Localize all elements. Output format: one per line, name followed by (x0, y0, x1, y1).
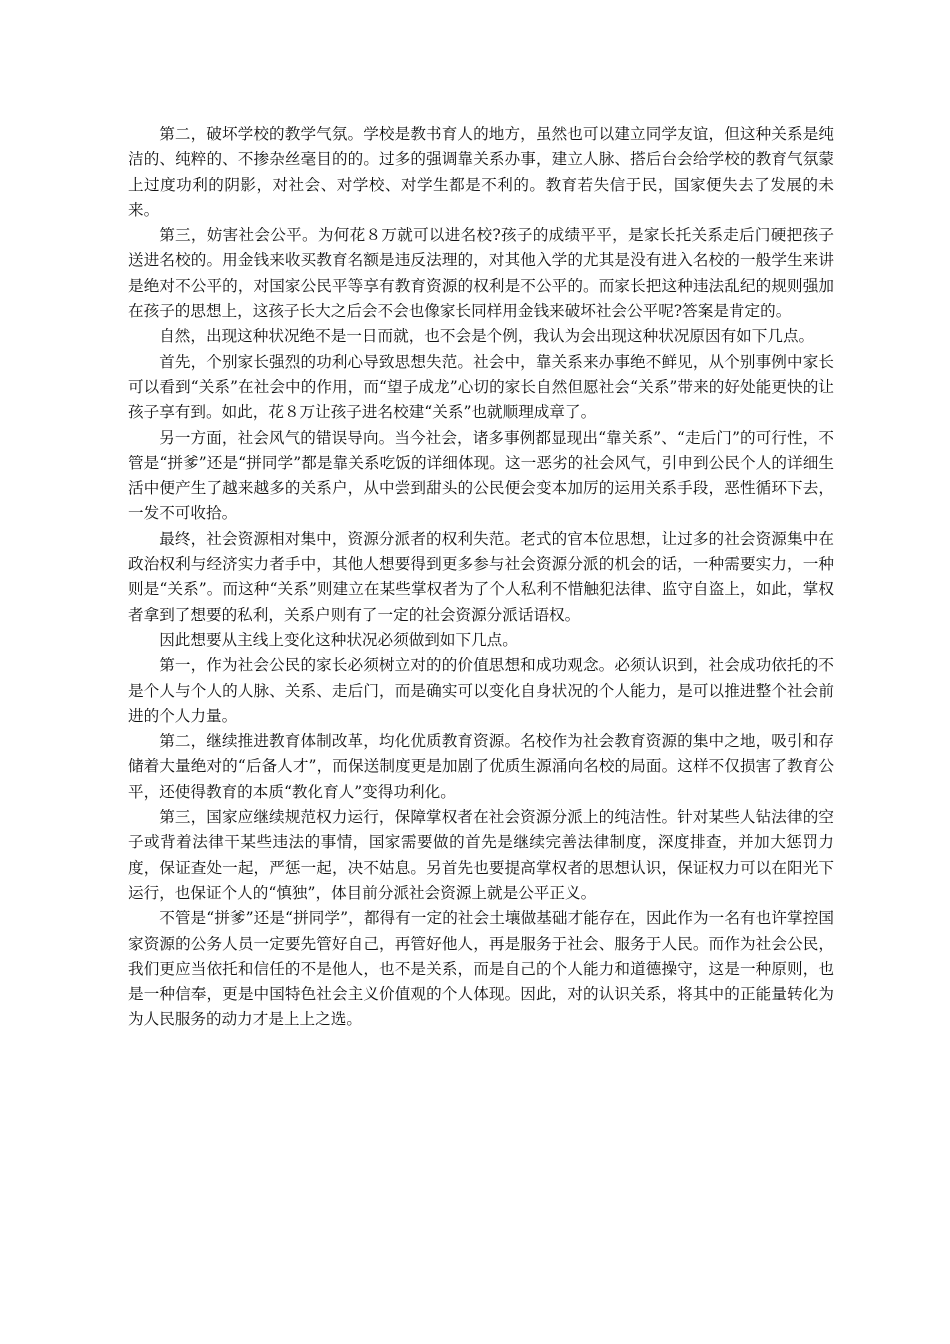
paragraph-8: 第一，作为社会公民的家长必须树立对的的价值思想和成功观念。必须认识到，社会成功依托的不是个人与个人的人脉、关系、走后门，而是确实可以变化自身状况的个人能力，是可以推进整个社会前进的个人力量。 (128, 656, 834, 725)
paragraph-5: 另一方面，社会风气的错误导向。当今社会，诸多事例都显现出“靠关系”、“走后门”的可行性，不管是“拼爹”还是“拼同学”都是靠关系吃饭的详细体现。这一恶劣的社会风气，引申到公民个人的详细生活中便产生了越来越多的关系户，从中尝到甜头的公民便会变本加厉的运用关系手段，恶性循环下去，一发不可收拾。 (128, 428, 834, 523)
paragraph-4: 首先，个别家长强烈的功利心导致思想失范。社会中，靠关系来办事绝不鲜见，从个别事例中家长可以看到“关系”在社会中的作用，而“望子成龙”心切的家长自然但愿社会“关系”带来的好处能更快的让孩子享有到。如此，花８万让孩子进名校建“关系”也就顺理成章了。 (128, 352, 834, 422)
paragraph-6: 最终，社会资源相对集中，资源分派者的权利失范。老式的官本位思想，让过多的社会资源集中在政治权利与经济实力者手中，其他人想要得到更多参与社会资源分派的机会的话，一种需要实力，一种则是“关系”。而这种“关系”则建立在某些掌权者为了个人私利不惜触犯法律、监守自盗上，如此，掌权者拿到了想要的私利，关系户则有了一定的社会资源分派话语权。 (128, 529, 834, 624)
paragraph-9: 第二，继续推进教育体制改革，均化优质教育资源。名校作为社会教育资源的集中之地，吸引和存储着大量绝对的“后备人才”，而保送制度更是加剧了优质生源涌向名校的局面。这样不仅损害了教育公平，还使得教育的本质“教化育人”变得功利化。 (128, 732, 834, 801)
paragraph-1: 第二，破坏学校的教学气氛。学校是教书育人的地方，虽然也可以建立同学友谊，但这种关系是纯洁的、纯粹的、不掺杂丝毫目的的。过多的强调靠关系办事，建立人脉、搭后台会给学校的教育气氛蒙上过度功利的阴影，对社会、对学校、对学生都是不利的。教育若失信于民，国家便失去了发展的未来。 (128, 125, 834, 219)
paragraph-10: 第三，国家应继续规范权力运行，保障掌权者在社会资源分派上的纯洁性。针对某些人钻法律的空子或背着法律干某些违法的事情，国家需要做的首先是继续完善法律制度，深度排查，并加大惩罚力度，保证查处一起，严惩一起，决不姑息。另首先也要提高掌权者的思想认识，保证权力可以在阳光下运行，也保证个人的“慎独”，体目前分派社会资源上就是公平正义。 (128, 808, 834, 902)
paragraph-2: 第三，妨害社会公平。为何花８万就可以进名校?孩子的成绩平平，是家长托关系走后门硬把孩子送进名校的。用金钱来收买教育名额是违反法理的，对其他入学的尤其是没有进入名校的一般学生来讲是绝对不公平的，对国家公民平等享有教育资源的权利是不公平的。而家长把这种违法乱纪的规则强加在孩子的思想上，这孩子长大之后会不会也像家长同样用金钱来破坏社会公平呢?答案是肯定的。 (128, 226, 834, 321)
paragraph-7: 因此想要从主线上变化这种状况必须做到如下几点。 (159, 630, 518, 649)
paragraph-11: 不管是“拼爹”还是“拼同学”，都得有一定的社会土壤做基础才能存在，因此作为一名有也许掌控国家资源的公务人员一定要先管好自己，再管好他人，再是服务于社会、服务于人民。而作为社会公民，我们更应当依托和信任的不是他人，也不是关系，而是自己的个人能力和道德操守，这是一种原则，也是一种信奉，更是中国特色社会主义价值观的个人体现。因此，对的认识关系，将其中的正能量转化为为人民服务的动力才是上上之选。 (128, 909, 834, 1029)
document-body (128, 122, 834, 1033)
paragraph-3: 自然，出现这种状况绝不是一日而就，也不会是个例，我认为会出现这种状况原因有如下几点。 (159, 327, 815, 346)
